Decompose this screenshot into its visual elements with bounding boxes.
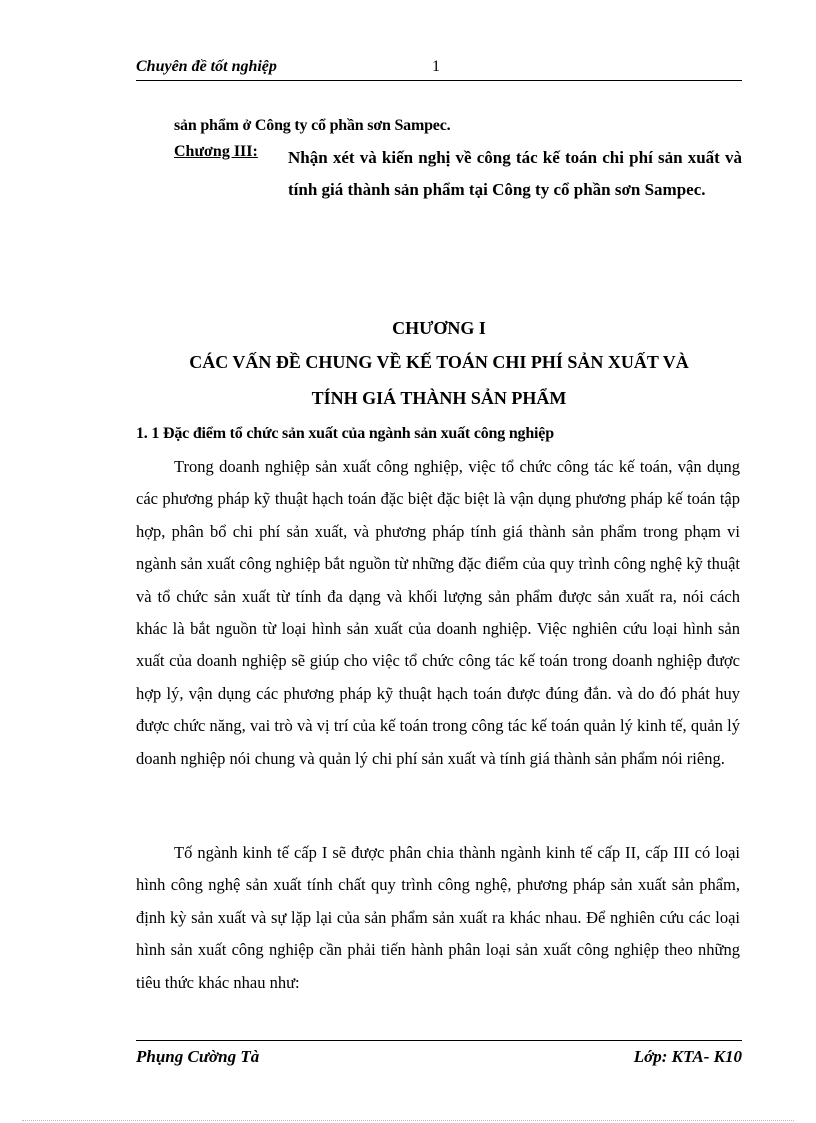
chapter3-label: Chương III: (174, 143, 258, 160)
footer-class: Lớp: KTA- K10 (633, 1047, 742, 1066)
section-heading: 1. 1 Đặc điểm tổ chức sản xuất của ngành sản xuất công nghiệp (136, 425, 554, 442)
paragraph-1: Trong doanh nghiệp sản xuất công nghiệp, việc tổ chức công tác kế toán, vận dụng các phương pháp kỹ thuật hạch toán đặc biệt đặc biệt là vận dụng phương pháp kế toán tập hợp, phân bổ chi phí sản xuất, và phương pháp tính giá thành sản phẩm trong phạm vi ngành sản xuất công nghiệp bắt nguồn từ những đặc điểm của quy trình công nghệ kỹ thuật và tổ chức sản xuất từ tính đa dạng và khối lượng sản phẩm được sản xuất ra, nói cách khác là bắt nguồn từ loại hình sản xuất của doanh nghiệp. Việc nghiên cứu loại hình sản xuất của doanh nghiệp sẽ giúp cho việc tổ chức công tác kế toán trong doanh nghiệp được hợp lý, vận dụng các phương pháp kỹ thuật hạch toán được đúng đắn. và do đó phát huy được chức năng, vai trò và vị trí của kế toán trong công tác kế toán quản lý kinh tế, quản lý doanh nghiệp nói chung và quản lý chi phí sản xuất và tính giá thành sản phẩm nói riêng. (136, 457, 740, 768)
chapter-title-line1: CÁC VẤN ĐỀ CHUNG VỀ KẾ TOÁN CHI PHÍ SẢN XUẤT VÀ (189, 352, 689, 372)
chapter-title-line2: TÍNH GIÁ THÀNH SẢN PHẨM (311, 388, 567, 408)
page-footer (136, 1040, 742, 1071)
page-number: 1 (432, 58, 440, 75)
page-bottom-divider (22, 1120, 794, 1121)
page-header (136, 56, 742, 81)
footer-author: Phụng Cường Tà (136, 1047, 260, 1066)
chapter-number: CHƯƠNG I (392, 318, 486, 338)
continuation-line: sản phẩm ở Công ty cổ phần sơn Sampec. (174, 117, 451, 134)
chapter-list-continuation (174, 116, 744, 206)
chapter3-entry (174, 142, 744, 206)
paragraph-2: Tố ngành kinh tế cấp I sẽ được phân chia thành ngành kinh tế cấp II, cấp III có loại hình công nghệ sản xuất tính chất quy trình công nghệ, phương pháp sản xuất sản phẩm, định kỳ sản xuất và sự lặp lại của sản phẩm sản xuất ra khác nhau. Để nghiên cứu các loại hình sản xuất công nghiệp cần phải tiến hành phân loại sản xuất công nghiệp theo những tiêu thức khác nhau như: (136, 843, 740, 992)
header-title: Chuyên đề tốt nghiệp (136, 58, 277, 75)
chapter3-text: Nhận xét và kiến nghị về công tác kế toán chi phí sản xuất và tính giá thành sản phẩm tại Công ty cổ phần sơn Sampec. (288, 148, 742, 199)
